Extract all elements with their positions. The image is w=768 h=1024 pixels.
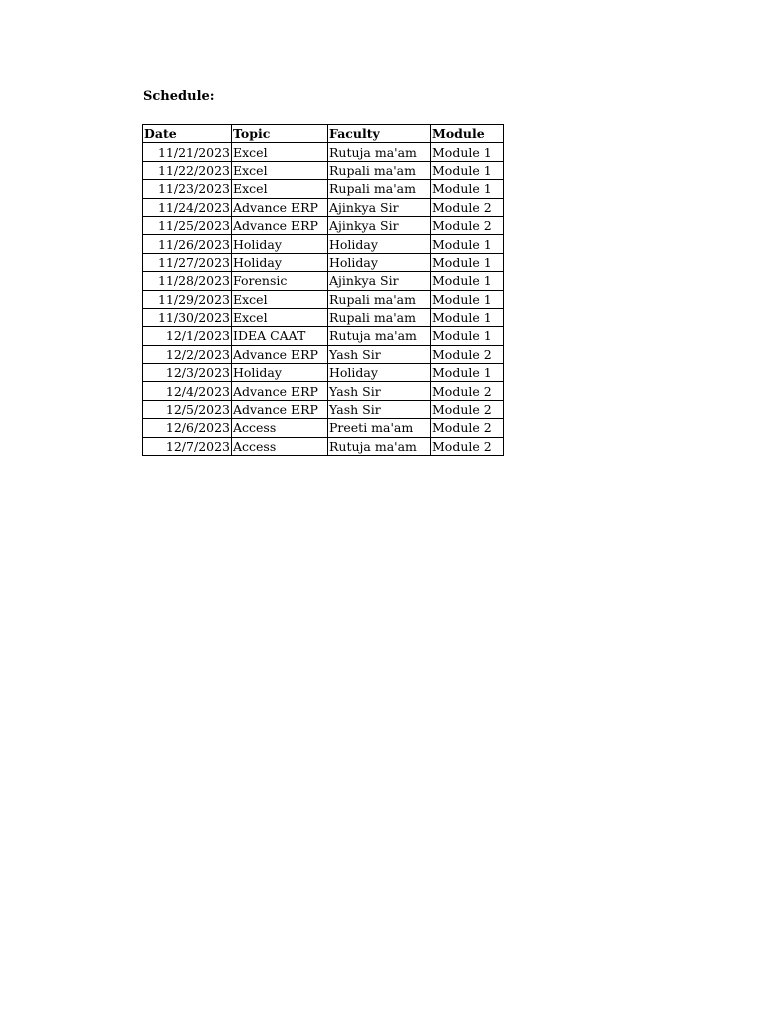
cell-date: 11/22/2023: [143, 161, 232, 179]
table-row: [143, 216, 504, 234]
cell-date: 12/4/2023: [143, 382, 232, 400]
cell-faculty: Ajinkya Sir: [328, 198, 431, 216]
cell-faculty: Preeti ma'am: [328, 419, 431, 437]
cell-faculty: Rutuja ma'am: [328, 143, 431, 161]
cell-module: Module 1: [431, 327, 504, 345]
cell-date: 12/6/2023: [143, 419, 232, 437]
table-row: [143, 400, 504, 418]
cell-topic: Access: [232, 419, 328, 437]
table-row: [143, 235, 504, 253]
table-row: [143, 419, 504, 437]
cell-module: Module 1: [431, 180, 504, 198]
cell-topic: IDEA CAAT: [232, 327, 328, 345]
header-date: Date: [143, 125, 232, 143]
cell-faculty: Yash Sir: [328, 400, 431, 418]
header-topic: Topic: [232, 125, 328, 143]
cell-topic: Advance ERP: [232, 198, 328, 216]
cell-topic: Access: [232, 437, 328, 455]
table-row: [143, 327, 504, 345]
cell-date: 11/29/2023: [143, 290, 232, 308]
cell-date: 11/30/2023: [143, 308, 232, 326]
cell-module: Module 2: [431, 419, 504, 437]
cell-topic: Excel: [232, 308, 328, 326]
cell-date: 11/21/2023: [143, 143, 232, 161]
cell-date: 12/5/2023: [143, 400, 232, 418]
cell-faculty: Rupali ma'am: [328, 180, 431, 198]
cell-date: 12/3/2023: [143, 364, 232, 382]
table-row: [143, 382, 504, 400]
header-module: Module: [431, 125, 504, 143]
cell-date: 11/23/2023: [143, 180, 232, 198]
table-row: [143, 290, 504, 308]
cell-faculty: Holiday: [328, 364, 431, 382]
cell-module: Module 1: [431, 143, 504, 161]
cell-faculty: Rupali ma'am: [328, 308, 431, 326]
table-row: [143, 143, 504, 161]
cell-module: Module 2: [431, 437, 504, 455]
cell-topic: Advance ERP: [232, 400, 328, 418]
cell-topic: Excel: [232, 143, 328, 161]
cell-module: Module 1: [431, 272, 504, 290]
schedule-heading: Schedule:: [143, 89, 215, 104]
cell-module: Module 1: [431, 161, 504, 179]
cell-date: 12/2/2023: [143, 345, 232, 363]
cell-date: 11/25/2023: [143, 216, 232, 234]
cell-date: 11/24/2023: [143, 198, 232, 216]
cell-topic: Holiday: [232, 235, 328, 253]
cell-faculty: Yash Sir: [328, 382, 431, 400]
cell-faculty: Ajinkya Sir: [328, 216, 431, 234]
cell-module: Module 2: [431, 400, 504, 418]
cell-date: 11/27/2023: [143, 253, 232, 271]
cell-faculty: Holiday: [328, 253, 431, 271]
header-faculty: Faculty: [328, 125, 431, 143]
cell-topic: Holiday: [232, 253, 328, 271]
cell-faculty: Rutuja ma'am: [328, 437, 431, 455]
table-row: [143, 253, 504, 271]
schedule-table-head: [143, 125, 504, 143]
table-row: [143, 364, 504, 382]
cell-topic: Excel: [232, 290, 328, 308]
table-header-row: [143, 125, 504, 143]
cell-module: Module 1: [431, 290, 504, 308]
table-row: [143, 437, 504, 455]
cell-faculty: Holiday: [328, 235, 431, 253]
cell-module: Module 2: [431, 216, 504, 234]
table-row: [143, 345, 504, 363]
schedule-table: [142, 124, 504, 456]
cell-topic: Forensic: [232, 272, 328, 290]
table-row: [143, 272, 504, 290]
cell-faculty: Rupali ma'am: [328, 290, 431, 308]
cell-faculty: Ajinkya Sir: [328, 272, 431, 290]
cell-module: Module 1: [431, 308, 504, 326]
cell-topic: Excel: [232, 180, 328, 198]
cell-module: Module 2: [431, 382, 504, 400]
cell-module: Module 1: [431, 364, 504, 382]
cell-faculty: Rupali ma'am: [328, 161, 431, 179]
cell-topic: Advance ERP: [232, 382, 328, 400]
cell-topic: Advance ERP: [232, 216, 328, 234]
cell-date: 11/26/2023: [143, 235, 232, 253]
cell-module: Module 1: [431, 235, 504, 253]
cell-faculty: Rutuja ma'am: [328, 327, 431, 345]
cell-topic: Excel: [232, 161, 328, 179]
cell-module: Module 2: [431, 198, 504, 216]
table-row: [143, 180, 504, 198]
table-row: [143, 198, 504, 216]
cell-date: 11/28/2023: [143, 272, 232, 290]
schedule-table-body: [143, 143, 504, 456]
cell-module: Module 1: [431, 253, 504, 271]
cell-date: 12/7/2023: [143, 437, 232, 455]
cell-topic: Holiday: [232, 364, 328, 382]
table-row: [143, 161, 504, 179]
cell-module: Module 2: [431, 345, 504, 363]
table-row: [143, 308, 504, 326]
cell-date: 12/1/2023: [143, 327, 232, 345]
cell-topic: Advance ERP: [232, 345, 328, 363]
cell-faculty: Yash Sir: [328, 345, 431, 363]
